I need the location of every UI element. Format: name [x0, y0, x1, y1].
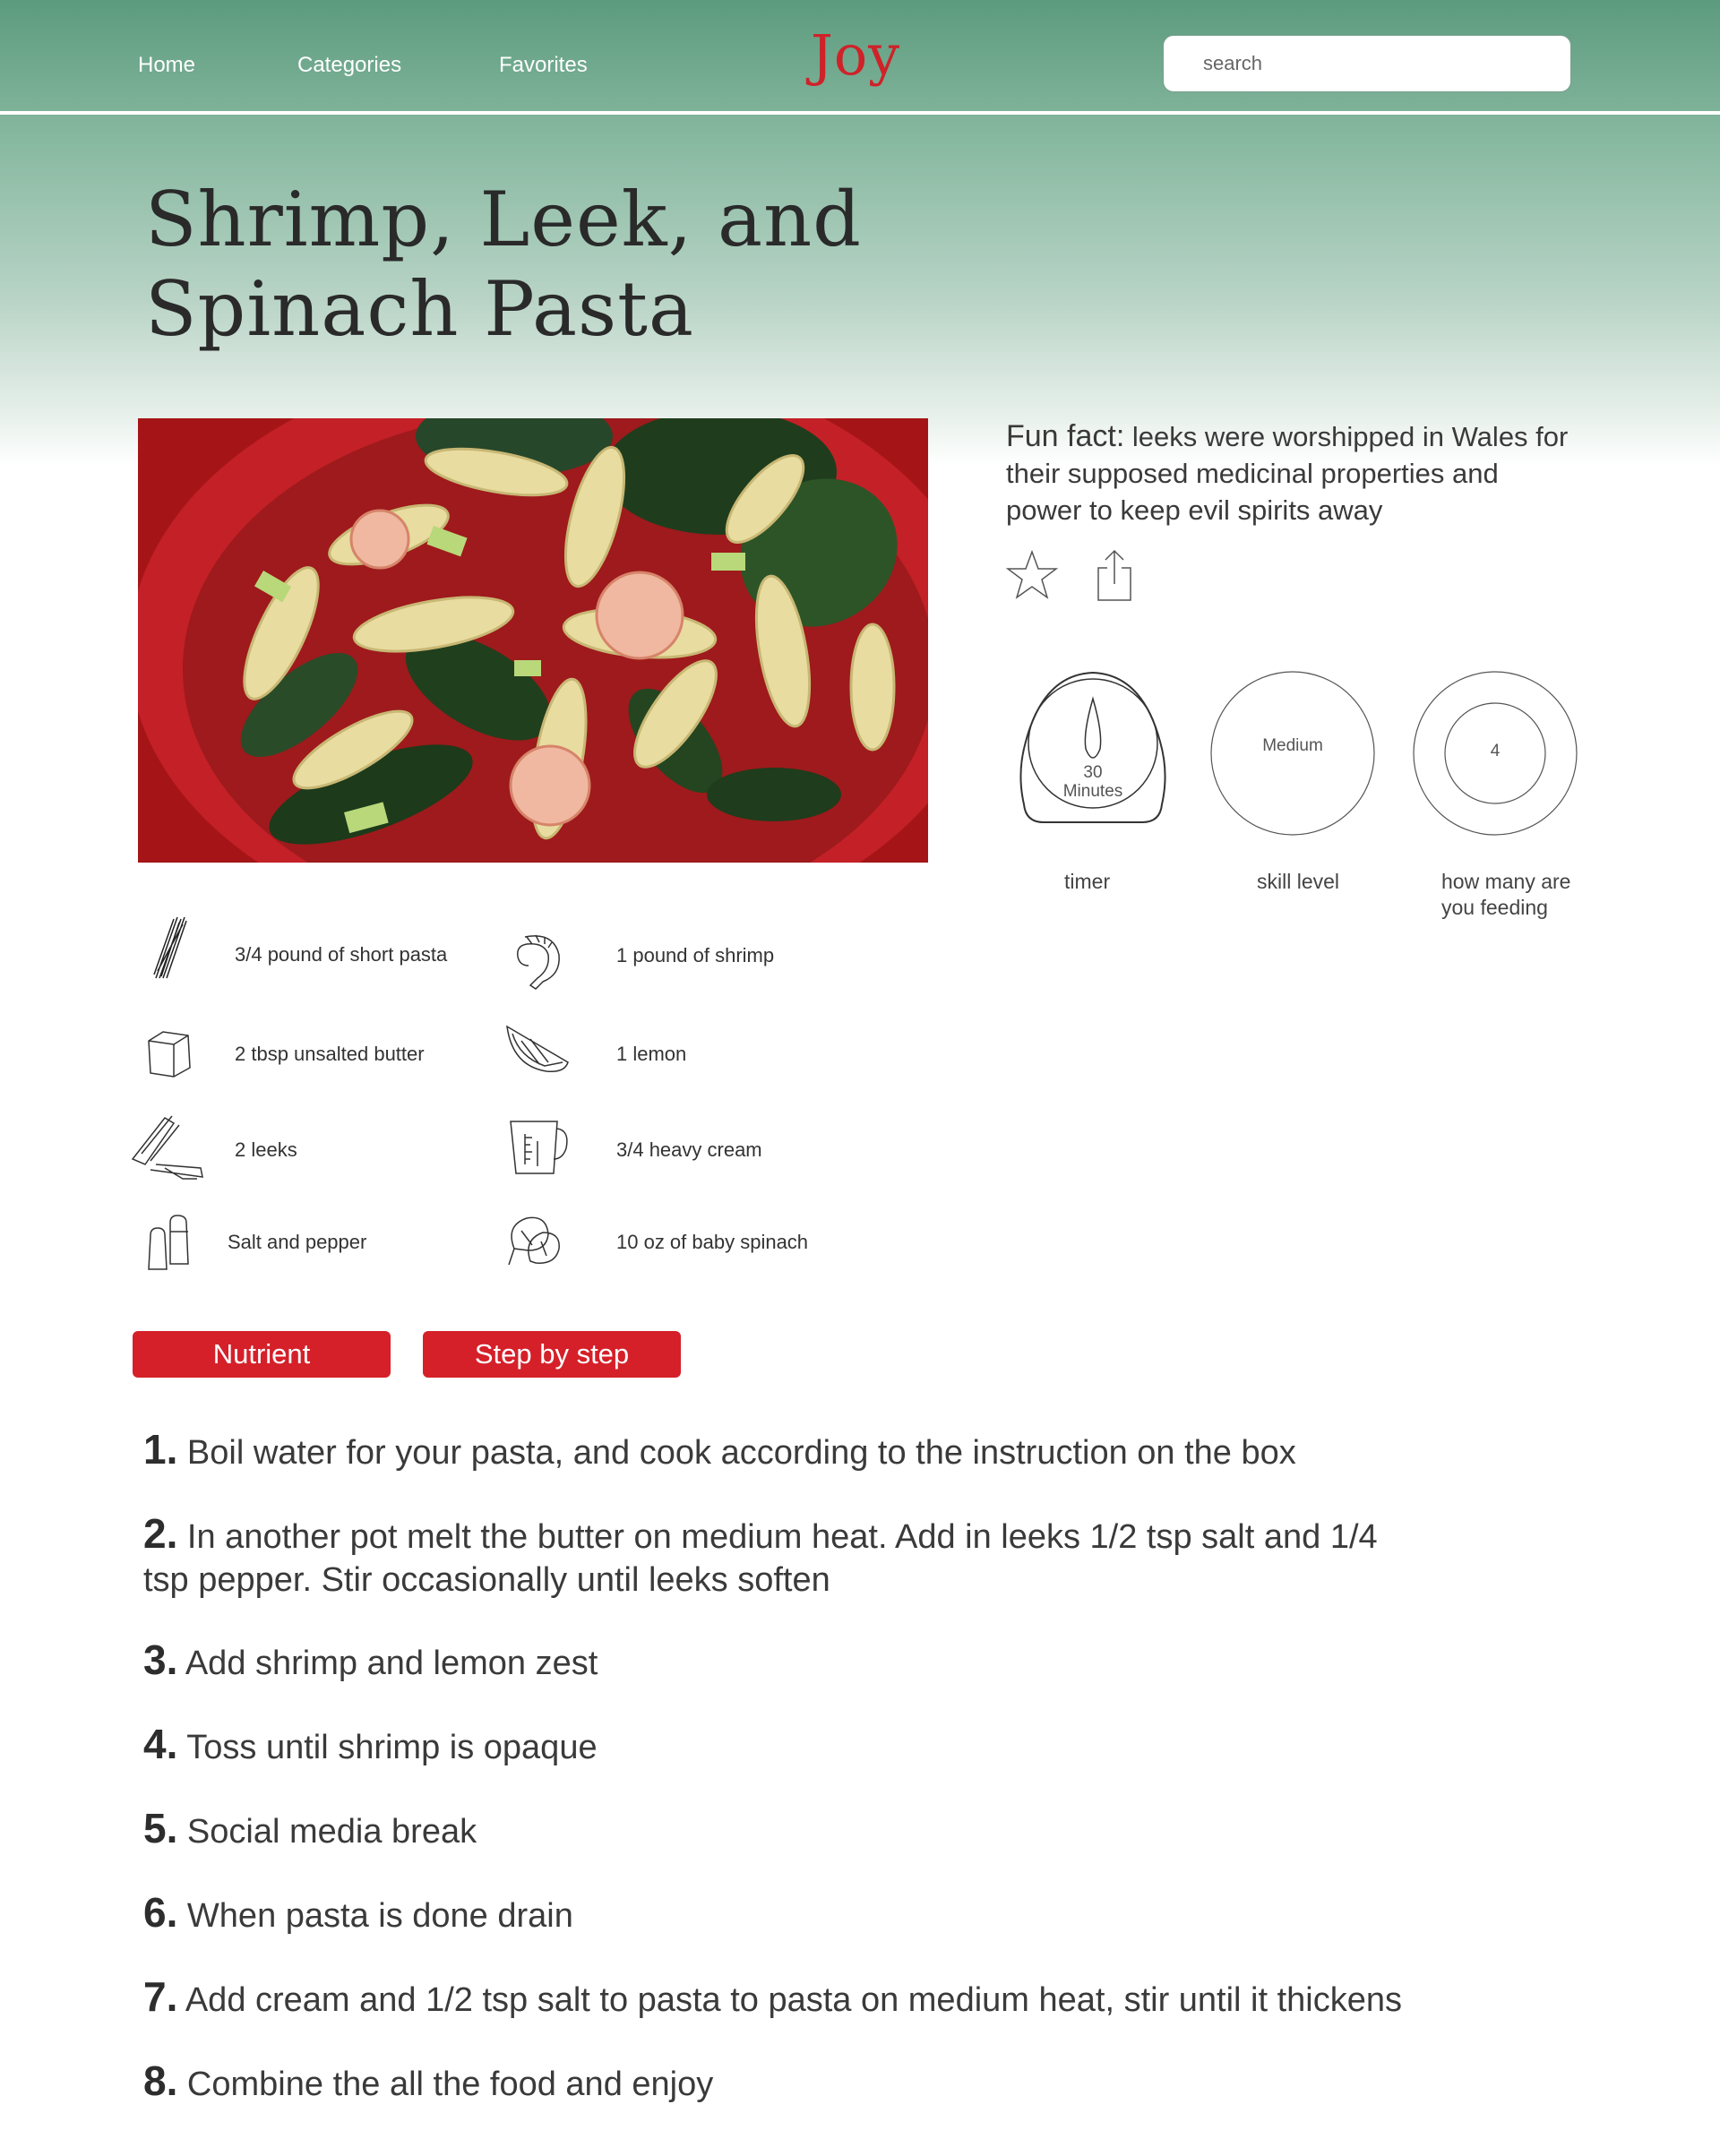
step-number: 1. [143, 1426, 178, 1473]
step-text: Boil water for your pasta, and cook according to the instruction on the box [177, 1434, 1296, 1472]
share-icon[interactable] [1095, 548, 1134, 606]
ingredient-item: 3/4 heavy cream [616, 1138, 762, 1161]
measuring-cup-icon [507, 1118, 570, 1181]
step-number: 4. [143, 1721, 178, 1767]
step-text: Toss until shrimp is opaque [177, 1729, 598, 1766]
timer-label: timer [1064, 870, 1111, 893]
step-text: Combine the all the food and enjoy [177, 2066, 714, 2103]
recipe-title-line2: Spinach Pasta [145, 265, 694, 353]
butter-icon [143, 1028, 194, 1085]
leek-icon [129, 1114, 206, 1185]
step-item [143, 1891, 1487, 1937]
step-text: When pasta is done drain [177, 1897, 573, 1935]
fun-fact [1006, 418, 1579, 528]
step-item [143, 1722, 1487, 1769]
ingredient-item: 1 lemon [616, 1043, 687, 1065]
step-item [143, 2059, 1487, 2106]
servings-dial[interactable] [1412, 670, 1578, 837]
step-number: 5. [143, 1805, 178, 1851]
nav-categories-link[interactable]: Categories [297, 53, 402, 77]
timer-unit: Minutes [1062, 782, 1123, 801]
step-number: 6. [143, 1889, 178, 1936]
step-item [143, 1512, 1398, 1602]
ingredient-item: 1 pound of shrimp [616, 944, 775, 966]
fun-fact-lead: Fun fact: [1006, 419, 1125, 453]
skill-level-dial [1209, 670, 1376, 837]
step-text: Add cream and 1/2 tsp salt to pasta to pasta on medium heat, stir until it thickens [177, 1981, 1403, 2019]
lemon-icon [503, 1021, 572, 1079]
step-text: Add shrimp and lemon zest [177, 1645, 598, 1682]
servings-label [1441, 869, 1570, 921]
timer-dial [1017, 670, 1169, 832]
fun-fact-text: leeks were worshipped in Wales for their supposed medicinal properties and power to keep evil spirits away [1006, 421, 1569, 526]
step-number: 8. [143, 2057, 178, 2104]
ingredient-item: 10 oz of baby spinach [616, 1231, 809, 1253]
step-item [143, 1807, 1487, 1853]
pasta-icon [143, 915, 197, 984]
step-item [143, 1975, 1487, 2022]
step-item [143, 1428, 1487, 1474]
ingredient-item: 2 tbsp unsalted butter [235, 1043, 425, 1065]
ingredient-item: Salt and pepper [228, 1231, 367, 1253]
shrimp-icon [509, 930, 563, 997]
step-item [143, 1638, 1487, 1685]
spinach-icon [505, 1213, 563, 1273]
ingredient-item: 3/4 pound of short pasta [235, 943, 448, 966]
recipe-title [145, 175, 951, 354]
skill-level-label: skill level [1257, 870, 1340, 893]
nav-home-link[interactable]: Home [138, 53, 196, 77]
skill-level-value: Medium [1262, 736, 1323, 755]
step-text: In another pot melt the butter on medium heat. Add in leeks 1/2 tsp salt and 1/4 tsp pepper. Stir occasionally until leeks soften [143, 1518, 1378, 1599]
site-logo[interactable]: Joy [811, 22, 901, 88]
step-number: 7. [143, 1973, 178, 2020]
nav-favorites-link[interactable]: Favorites [499, 53, 588, 77]
star-favorite-icon[interactable] [1005, 548, 1059, 606]
timer-value: 30 [1083, 763, 1103, 782]
recipe-title-line1: Shrimp, Leek, and [145, 176, 862, 263]
recipe-photo [138, 418, 928, 863]
step-text: Social media break [177, 1813, 477, 1851]
step-number: 3. [143, 1636, 178, 1683]
nutrient-tab-button[interactable]: Nutrient [133, 1331, 391, 1378]
salt-pepper-icon [147, 1214, 192, 1277]
servings-value: 4 [1490, 742, 1501, 760]
ingredient-item: 2 leeks [235, 1138, 297, 1161]
servings-label-line2: you feeding [1441, 896, 1548, 919]
step-by-step-tab-button[interactable]: Step by step [423, 1331, 681, 1378]
top-navigation-bar [0, 0, 1720, 115]
step-number: 2. [143, 1510, 178, 1557]
search-input[interactable] [1163, 35, 1571, 92]
servings-label-line1: how many are [1441, 870, 1571, 893]
